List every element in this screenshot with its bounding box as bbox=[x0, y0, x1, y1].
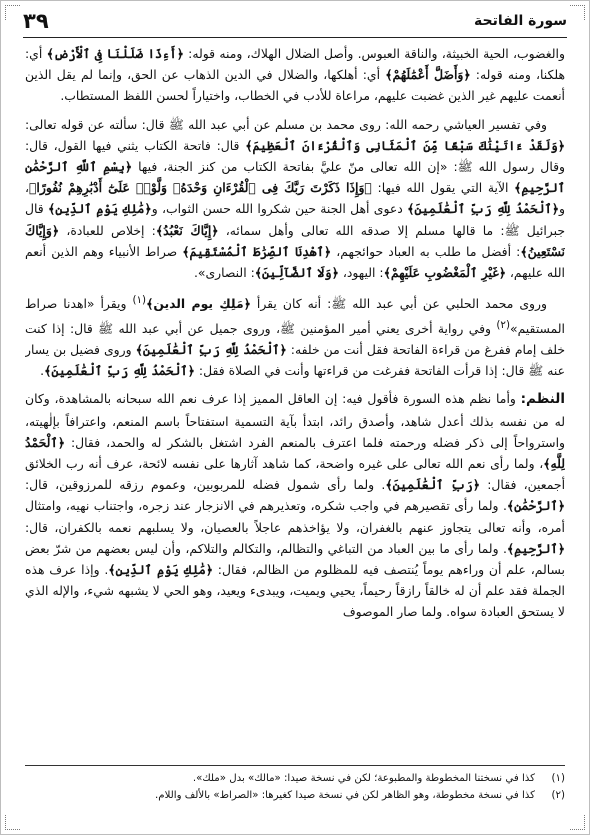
page-corner-ornament bbox=[5, 815, 20, 830]
text-run: وروى محمد الحلبي عن أبي عبد الله ﷺ: أنه كان يقرأ bbox=[250, 296, 547, 312]
paragraph-ayyashi bbox=[25, 114, 565, 284]
quran-quote: ﴿ٱلْحَمْدُ لِلَّهِ﴾ bbox=[25, 434, 565, 471]
quran-quote: ﴿ٱلْحَمْدُ لِلَّهِ رَبِّ ٱلْعَٰلَمِينَ﴾ bbox=[407, 201, 560, 217]
text-run: صراط الأنبياء وهم الذين أنعم الله عليهم، bbox=[25, 243, 565, 281]
quran-quote: ﴿بِسْمِ ٱللَّهِ ٱلرَّحْمَٰنِ ٱلرَّحِيمِ﴾ bbox=[25, 159, 565, 196]
page-corner-ornament bbox=[5, 5, 20, 20]
text-run: وأما نظم هذه السورة فأقول فيه: إن العاقل المميز إذا عرف نعم الله سبحانه بالمشاهدة، وكان له من نفسه بذلك أعدل شاهد، وأصدق رائد، ابتدأ بآية التسمية استفتاحاً باسم المنعم، واعترافاً بإلٰهيته، واسترواحاً إلى ذكر فضله ورحمته فلما اعترف بالمنعم الفرد اشتغل بالشكر له والحمد، فقال: bbox=[25, 391, 565, 450]
quran-quote: ﴿ٱلْحَمْدُ لِلَّهِ رَبِّ ٱلْعَٰلَمِينَ﴾ bbox=[44, 363, 195, 379]
page-corner-ornament bbox=[570, 815, 585, 830]
text-run: ويقرأ «اهدنا صراط المستقيم» bbox=[25, 296, 565, 336]
quran-quote: ﴿رَبِّ ٱلْعَٰلَمِينَ﴾ bbox=[385, 477, 481, 493]
main-text bbox=[25, 43, 565, 749]
text-run: : إخلاص للعبادة، bbox=[59, 222, 156, 238]
paragraph-lexical bbox=[25, 43, 565, 107]
footnotes bbox=[25, 765, 565, 804]
footnote-ref[interactable]: (١) bbox=[132, 294, 147, 307]
text-run: : اليهود، bbox=[338, 265, 384, 281]
quran-quote: ﴿مَٰلِكِ يَوْمِ ٱلدِّينِ﴾ bbox=[47, 201, 152, 217]
text-run: ، ولما رأى نعم الله تعالى على غيره واضحة، كما شاهد آثارها على نفسه لائحة، عرف أنه رب الخلائق أجمعين، فقال: bbox=[25, 455, 565, 493]
quran-quote: ﴿وَلَا ٱلضَّآلِّينَ﴾ bbox=[254, 265, 339, 281]
text-run: والغضوب، الحية الخبيثة، والناقة العبوس. وأصل الضلال الهلاك، ومنه قوله: bbox=[183, 46, 565, 61]
quran-quote: ﴿وَلَقَدْ ءَاتَيْنَٰكَ سَبْعًا مِّنَ ٱلْمَثَانِى وَٱلْقُرْءَانَ ٱلْعَظِيمَ﴾ bbox=[245, 137, 565, 153]
quran-quote: ﴿وَإِيَّاكَ نَسْتَعِينُ﴾ bbox=[25, 222, 565, 259]
section-term: النظم: bbox=[520, 391, 565, 408]
quran-quote: ﴿وَأَضَلَّ أَعْمَٰلَهُمْ﴾ bbox=[385, 67, 471, 83]
text-run: قال جبرائيل ﷺ: ما قالها مسلم إلا صدقه الله تعالى وأهل سمائه، bbox=[25, 201, 565, 238]
quran-quote: ﴿ٱهْدِنَا ٱلصِّرَٰطَ ٱلْمُسْتَقِيمَ﴾ bbox=[182, 243, 332, 259]
quran-quote: ﴿غَيْرِ ٱلْمَغْضُوبِ عَلَيْهِمْ﴾ bbox=[383, 265, 506, 281]
footnote-text: كذا في نسخة مخطوطة، وهو الظاهر لكن في نسخة صيدا كغيرها: «الصراط» بالألف واللام. bbox=[155, 790, 535, 801]
text-run: أي: أهلكها، والضلال في الدين الذهاب عن الحق، وإنما لم يقل الذين أنعمت عليهم غير الذين غضبت عليهم، مراعاة للأدب في الخطاب، واختياراً لحسن اللفظ المستطاب. bbox=[25, 67, 565, 104]
text-run: . ولما رأى ما بين العباد من التباغي والتظالم، والتكالم والتلاكم، وأن ليس بعضهم من شرّ بعض بسالم، علم أن وراءهم يوماً يُنتصف فيه للمظلوم من الظالم، فقال: bbox=[25, 540, 565, 577]
surah-title: سورة الفاتحة bbox=[474, 13, 567, 29]
reading-quote: ﴿مَلِكِ يوم الدين﴾ bbox=[146, 296, 251, 312]
paragraph-nazm bbox=[25, 388, 565, 622]
quran-quote: ﴿أَءِذَا ضَلَلْنَا فِى ٱلْأَرْضِ﴾ bbox=[46, 46, 184, 61]
quran-quote: ﴿إِيَّاكَ نَعْبُدُ﴾ bbox=[155, 222, 219, 238]
footnote-item bbox=[25, 787, 565, 804]
footnote-number: (٢) bbox=[551, 790, 565, 801]
text-run: وفي رواية أخرى يعني أمير المؤمنين ﷺ، وروى جميل عن أبي عبد الله ﷺ قال: إذا كنت خلف إمام ففرغ من قراءة الفاتحة فقل أنت من خلفه: bbox=[25, 320, 565, 357]
page-corner-ornament bbox=[570, 5, 585, 20]
text-run: دعوى أهل الجنة حين شكروا الله حسن الثواب، و bbox=[151, 201, 408, 217]
text-run: وفي تفسير العياشي رحمه الله: روى محمد بن مسلم عن أبي عبد الله ﷺ قال: سألته عن قوله تعالى: bbox=[25, 116, 547, 132]
quran-quote: ﴿وَإِذَا ذَكَرْتَ رَبَّكَ فِى ٱلْقُرْءَانِ وَحْدَهُۥ وَلَّوْا۟ عَلَىٰٓ أَدْبَٰرِهِمْ نُفُورًا﴾ bbox=[29, 180, 372, 196]
text-run: . ولما رأى تقصيرهم في واجب شكره، وتعذيرهم في الانزجار عند زجره، واجتناب نهيه، وامتثال أمره، وأنه تعالى يتجاوز عنهم بالغفران، ولا يؤاخذهم عاجلاً بالعصيان، ولا يسلبهم نعمه بالكفران، قال: bbox=[25, 498, 565, 535]
text-run: . bbox=[40, 363, 45, 379]
footnote-number: (١) bbox=[551, 773, 565, 784]
quran-quote: ﴿مَٰلِكِ يَوْمِ ٱلدِّينِ﴾ bbox=[108, 561, 213, 577]
text-run: : النصارى». bbox=[193, 265, 255, 281]
paragraph-halabi bbox=[25, 290, 565, 381]
text-run: . وإذا عرف هذه الجملة فقد علم أن له خالقاً رازقاً رحيماً، يحيي ويميت، ويبدىء ويعيد، وهو الحي لا يشبهه شيء، والإله الذي لا يستحق العبادة سواه. ولما صار الموصوف bbox=[25, 561, 565, 620]
text-run: أي: هلكنا، ومنه قوله: bbox=[25, 46, 565, 83]
footnote-ref[interactable]: (٢) bbox=[496, 318, 510, 331]
text-run: قال: فاتحة الكتاب يثني فيها القول، قال: وقال رسول الله ﷺ: «إن الله تعالى منّ عليَّ بفاتحة الكتاب من كنز الجنة، فيها bbox=[25, 137, 565, 175]
footnote-text: كذا في نسختنا المخطوطة والمطبوعة؛ لكن في نسخة صيدا: «مالك» بدل «ملك». bbox=[192, 773, 535, 784]
quran-quote: ﴿ٱلرَّحْمَٰنِ﴾ bbox=[506, 498, 565, 514]
text-run: الآية التي يقول الله فيها: bbox=[371, 180, 515, 196]
quran-quote: ﴿ٱلرَّحِيمِ﴾ bbox=[506, 540, 565, 556]
footnote-item bbox=[25, 770, 565, 787]
page-number: ٣٩ bbox=[23, 9, 49, 33]
text-run: وروى فضيل بن يسار عنه ﷺ قال: إذا قرأت الفاتحة ففرغت من قراءتها وأنت في الصلاة فقل: bbox=[25, 341, 565, 379]
quran-quote: ﴿ٱلْحَمْدُ لِلَّهِ رَبِّ ٱلْعَٰلَمِينَ﴾ bbox=[135, 341, 287, 357]
page-header bbox=[23, 9, 567, 38]
text-run: ، و bbox=[25, 180, 565, 217]
text-run: . ولما رأى شمول فضله للمربوبين، وعموم رزقه للمرزوقين، قال: bbox=[25, 477, 386, 493]
text-run: : أفضل ما طلب به العباد حوائجهم، bbox=[331, 243, 521, 259]
